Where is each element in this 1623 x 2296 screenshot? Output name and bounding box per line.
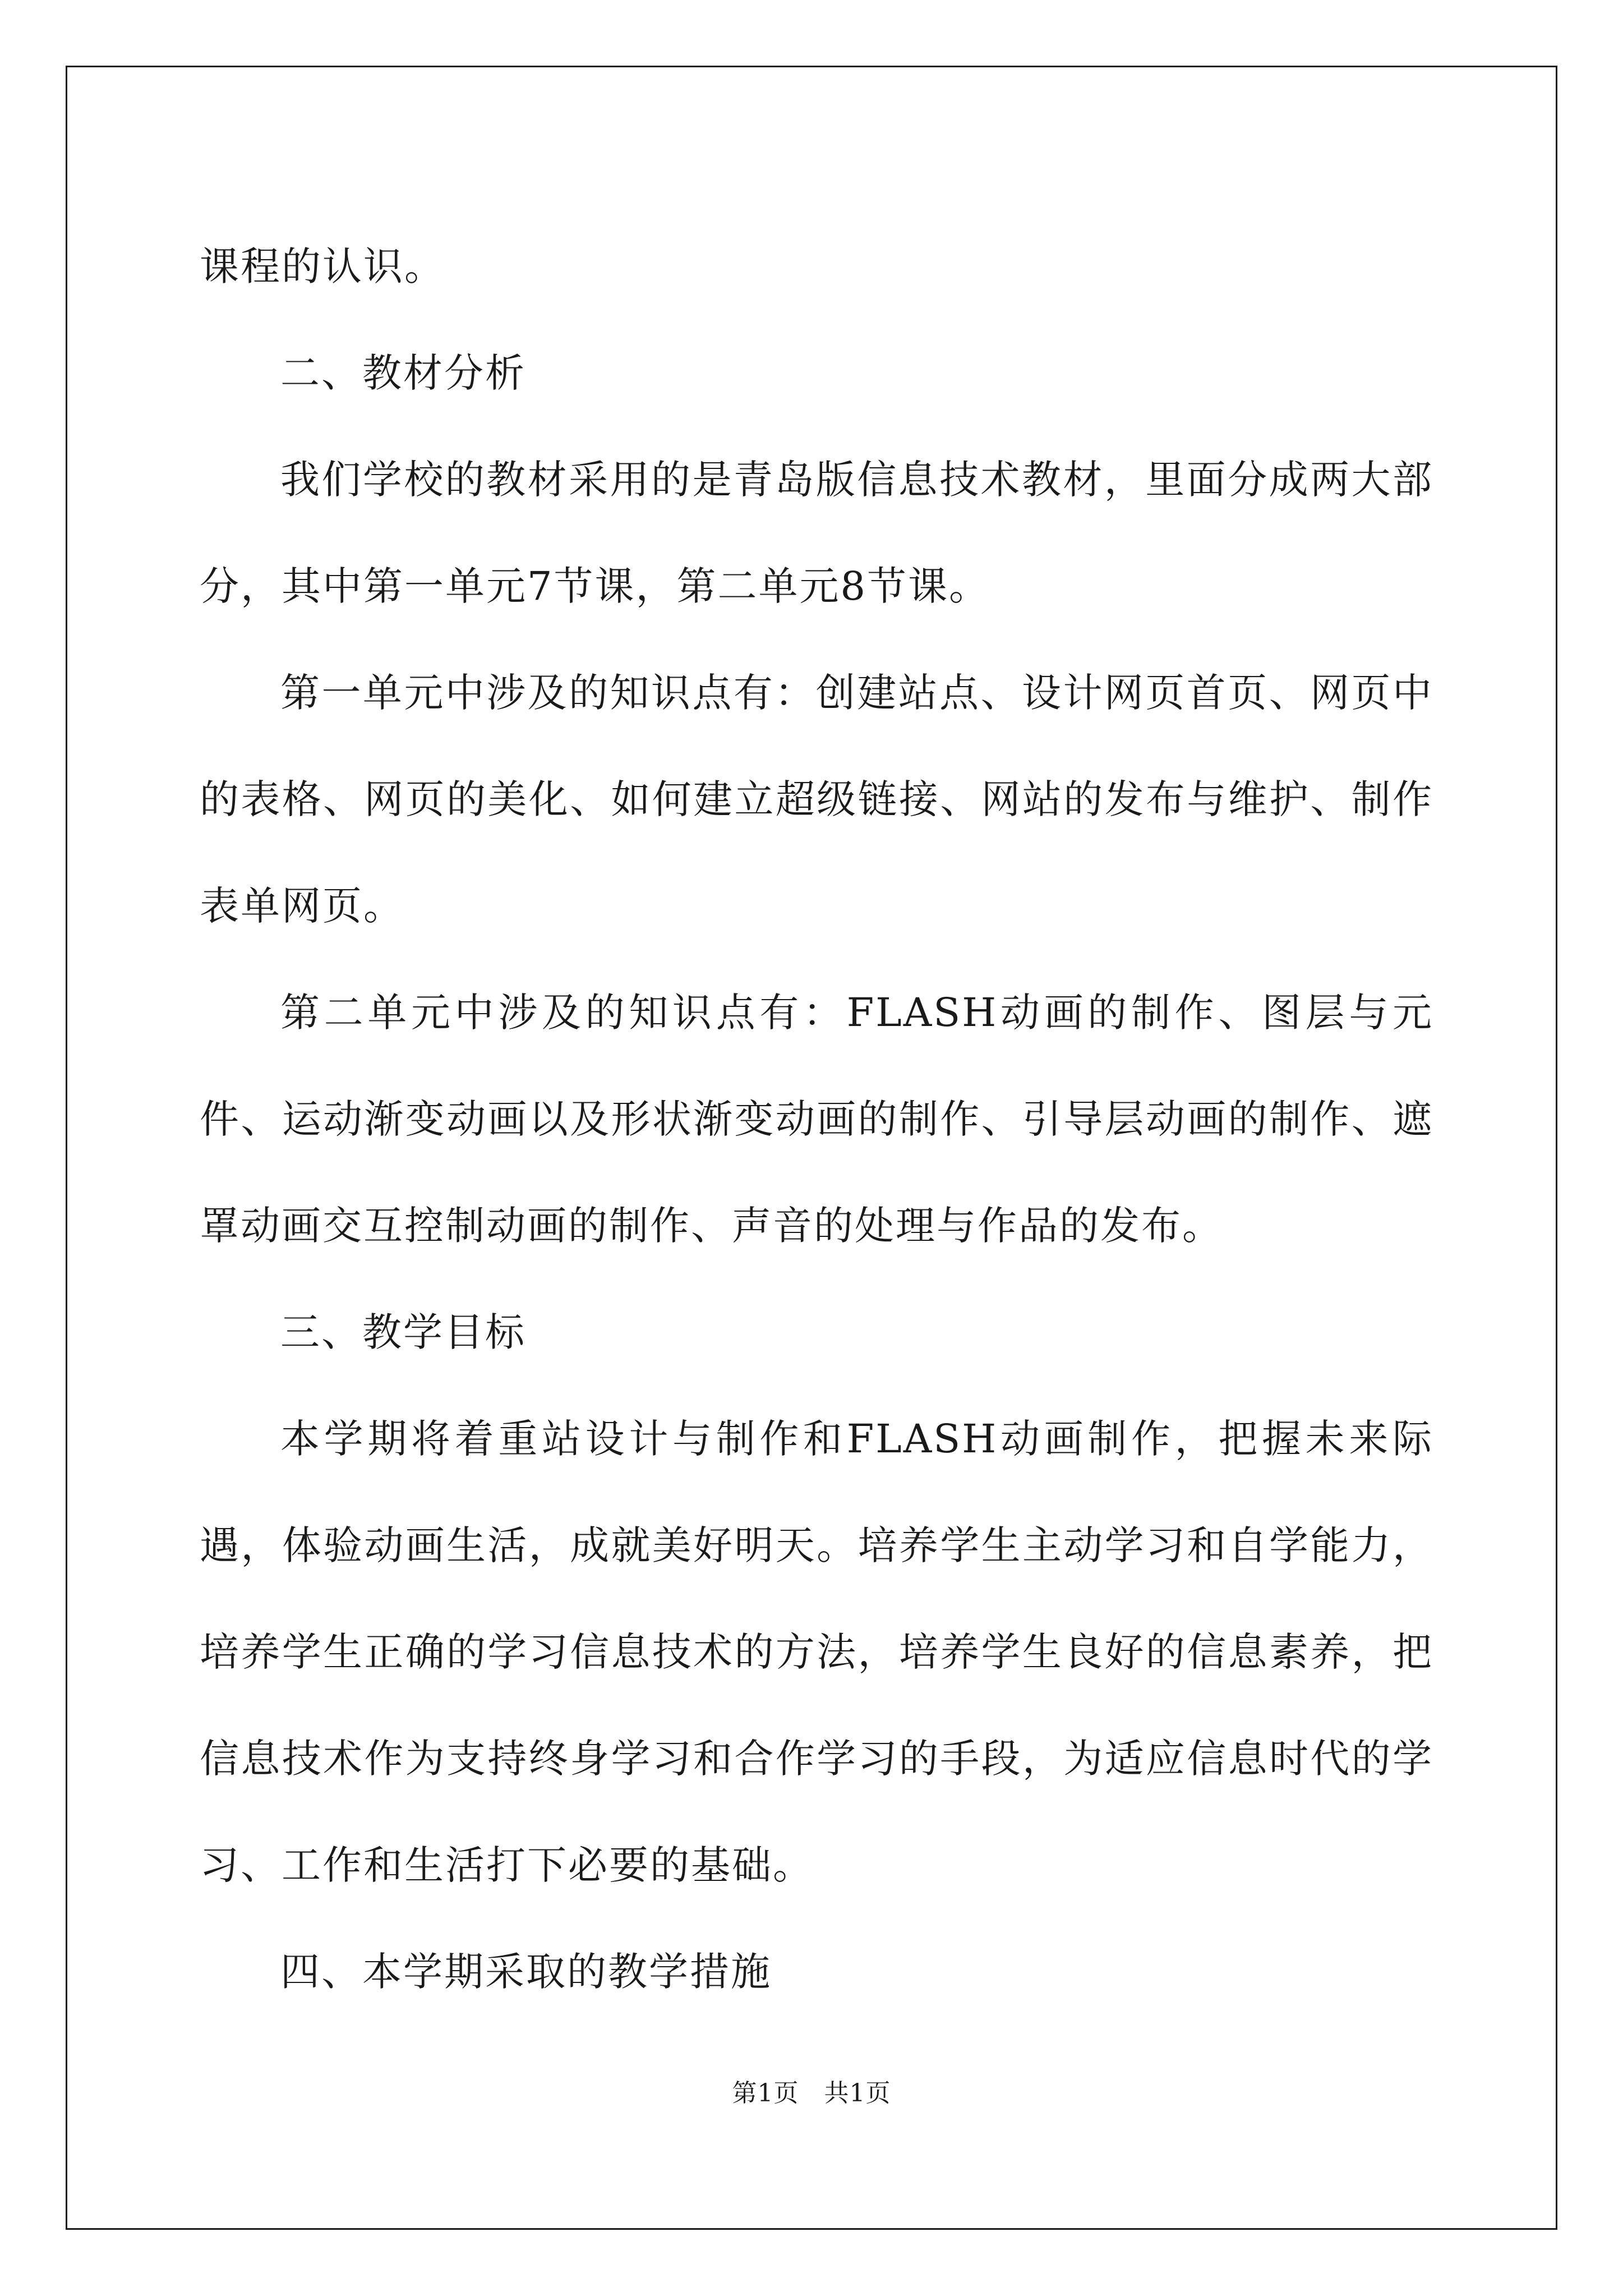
paragraph-textbook: 我们学校的教材采用的是青岛版信息技术教材，里面分成两大部分，其中第一单元7节课，第二单元8节课。 (200, 457, 1433, 609)
paragraph-goals: 本学期将着重站设计与制作和FLASH动画制作，把握未来际遇，体验动画生活，成就美好明天。培养学生主动学习和自学能力，培养学生正确的学习信息技术的方法，培养学生良好的信息素养，把信息技术作为支持终身学习和合作学习的手段，为适应信息时代的学习、工作和生活打下必要的基础。 (200, 1416, 1433, 1888)
heading-textbook-analysis: 二、教材分析 (280, 350, 526, 396)
paragraph-unit-one: 第一单元中涉及的知识点有：创建站点、设计网页首页、网页中的表格、网页的美化、如何建立超级链接、网站的发布与维护、制作表单网页。 (200, 670, 1433, 929)
document-body (200, 213, 1433, 2025)
heading-teaching-goals: 三、教学目标 (280, 1309, 526, 1355)
page-footer: 第1页 共1页 (732, 2079, 891, 2108)
paragraph-1: 课程的认识。 (200, 243, 445, 289)
paragraph-unit-two: 第二单元中涉及的知识点有：FLASH动画的制作、图层与元件、运动渐变动画以及形状渐变动画的制作、引导层动画的制作、遮罩动画交互控制动画的制作、声音的处理与作品的发布。 (200, 990, 1433, 1249)
heading-teaching-measures: 四、本学期采取的教学措施 (280, 1949, 772, 1995)
